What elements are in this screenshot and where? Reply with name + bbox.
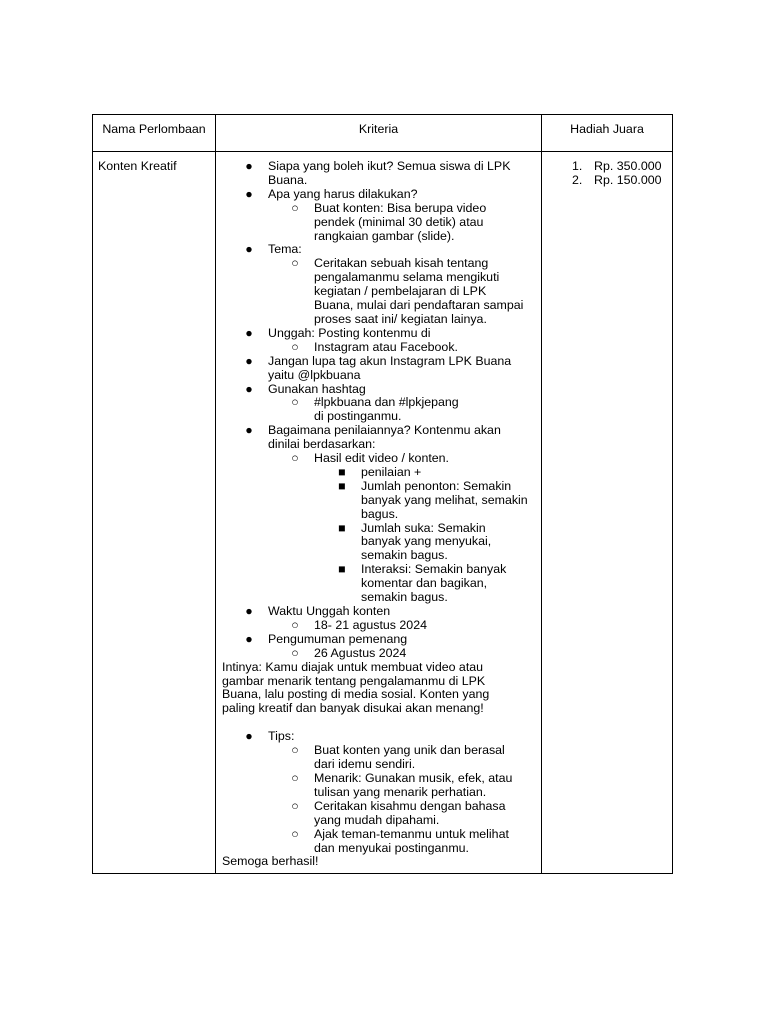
circle-bullet-icon: ○ [291,451,299,466]
criteria-line [222,661,537,675]
criteria-line [222,675,537,689]
criteria-text: #lpkbuana dan #lpkjepang [314,395,459,410]
criteria-text: Siapa yang boleh ikut? Semua siswa di LPK [268,159,511,173]
criteria-line [222,605,537,619]
criteria-text: Jumlah penonton: Semakin [361,478,512,493]
circle-bullet-icon: ○ [291,339,299,354]
header-kriteria: Kriteria [216,115,542,152]
criteria-line [222,243,537,257]
criteria-text: Interaksi: Semakin banyak [361,562,507,577]
criteria-text: Buana, mulai dari pendaftaran sampai [314,298,524,313]
criteria-text: Instagram atau Facebook. [314,339,458,354]
criteria-line [222,549,537,563]
criteria-text: yang mudah dipahami. [314,812,440,827]
criteria-text: dan menyukai postinganmu. [314,840,469,855]
table-header-row [93,115,673,152]
bullet-icon: ● [245,186,253,201]
criteria-line [222,744,537,758]
prize-amount: Rp. 150.000 [594,172,662,187]
criteria-text: dari idemu sendiri. [314,757,416,772]
circle-bullet-icon: ○ [291,617,299,632]
criteria-text: Waktu Unggah konten [268,604,391,618]
criteria-line [222,786,537,800]
criteria-line [222,424,537,438]
criteria-text: Buat konten: Bisa berupa video [314,200,487,215]
criteria-line [222,341,537,355]
criteria-cell [216,152,542,874]
competition-table [92,114,673,874]
criteria-line [222,355,537,369]
square-bullet-icon: ■ [338,464,346,479]
criteria-line [222,800,537,814]
criteria-line [222,285,537,299]
criteria-text: tulisan yang menarik perhatian. [314,784,487,799]
criteria-line [222,369,537,383]
criteria-text: Bagaimana penilaiannya? Kontenmu akan [268,423,501,438]
circle-bullet-icon: ○ [291,395,299,410]
criteria-text: Buana, lalu posting di media sosial. Konten yang [222,687,490,702]
prize-amount: Rp. 350.000 [594,159,662,173]
bullet-icon: ● [245,242,253,257]
criteria-line [222,396,537,410]
criteria-line [222,814,537,828]
criteria-line [222,174,537,188]
prize-number: 2. [572,172,583,187]
square-bullet-icon: ■ [338,562,346,577]
circle-bullet-icon: ○ [291,826,299,841]
blank-line [222,716,537,730]
criteria-text: banyak yang melihat, semakin [361,492,528,507]
criteria-text: dinilai berdasarkan: [268,437,376,452]
prize-cell [542,152,673,874]
criteria-text: Unggah: Posting kontenmu di [268,325,431,340]
bullet-icon: ● [245,159,253,173]
bullet-icon: ● [245,381,253,396]
criteria-text: semakin bagus. [361,590,448,605]
criteria-line [222,577,537,591]
criteria-text: proses saat ini/ kegiatan lainya. [314,311,487,326]
criteria-line [222,591,537,605]
criteria-line [222,327,537,341]
bullet-icon: ● [245,604,253,618]
criteria-line [222,828,537,842]
criteria-text: kegiatan / pembelajaran di LPK [314,284,487,299]
criteria-line [222,633,537,647]
criteria-text: semakin bagus. [361,548,448,563]
criteria-line [222,730,537,744]
criteria-line [222,230,537,244]
criteria-text: Ceritakan sebuah kisah tentang [314,256,489,271]
criteria-text: pengalamanmu selama mengikuti [314,270,500,285]
criteria-line [222,438,537,452]
criteria-text: paling kreatif dan banyak disukai akan menang! [222,701,484,716]
criteria-line [222,522,537,536]
criteria-line [222,383,537,397]
criteria-line [222,647,537,661]
criteria-text: 26 Agustus 2024 [314,645,407,660]
criteria-line [222,313,537,327]
criteria-line [222,480,537,494]
criteria-line [222,688,537,702]
square-bullet-icon: ■ [338,478,346,493]
criteria-text: yaitu @lpkbuana [268,367,361,382]
criteria-text: Jangan lupa tag akun Instagram LPK Buana [268,353,512,368]
criteria-text: Tips: [268,729,295,744]
bullet-icon: ● [245,423,253,438]
header-hadiah-juara: Hadiah Juara [542,115,673,152]
table-row [93,152,673,874]
criteria-line [222,271,537,285]
criteria-text: komentar dan bagikan, [361,576,488,591]
circle-bullet-icon: ○ [291,256,299,271]
criteria-text: bagus. [361,506,399,521]
bullet-icon: ● [245,729,253,744]
criteria-line [222,452,537,466]
prize-item [546,160,668,174]
criteria-line [222,855,537,869]
criteria-text: Buat konten yang unik dan berasal [314,743,505,758]
criteria-line [222,410,537,424]
criteria-line [222,188,537,202]
criteria-line [222,758,537,772]
prize-list [546,160,668,188]
criteria-text: Tema: [268,242,302,257]
criteria-text: di postinganmu. [314,409,402,424]
criteria-line [222,494,537,508]
criteria-text: Buana. [268,172,308,187]
criteria-text: Jumlah suka: Semakin [361,520,486,535]
circle-bullet-icon: ○ [291,645,299,660]
criteria-line [222,160,537,174]
criteria-text: gambar menarik tentang pengalamanmu di LPK [222,673,486,688]
bullet-icon: ● [245,353,253,368]
criteria-line [222,466,537,480]
header-nama-perlombaan: Nama Perlombaan [93,115,216,152]
criteria-text: Semoga berhasil! [222,854,319,869]
criteria-text: Ceritakan kisahmu dengan bahasa [314,798,506,813]
prize-number: 1. [572,159,583,173]
criteria-text: pendek (minimal 30 detik) atau [314,214,484,229]
criteria-text: Gunakan hashtag [268,381,366,396]
criteria-text: rangkaian gambar (slide). [314,228,455,243]
circle-bullet-icon: ○ [291,798,299,813]
criteria-line [222,257,537,271]
criteria-line [222,299,537,313]
criteria-text: Apa yang harus dilakukan? [268,186,418,201]
criteria-text: Pengumuman pemenang [268,631,408,646]
circle-bullet-icon: ○ [291,770,299,785]
circle-bullet-icon: ○ [291,743,299,758]
criteria-line [222,535,537,549]
criteria-line [222,702,537,716]
criteria-line [222,202,537,216]
criteria-line [222,508,537,522]
square-bullet-icon: ■ [338,520,346,535]
bullet-icon: ● [245,325,253,340]
criteria-line [222,563,537,577]
competition-name: Konten Kreatif [93,152,216,874]
bullet-icon: ● [245,631,253,646]
criteria-line [222,619,537,633]
criteria-line [222,842,537,856]
criteria-text: Menarik: Gunakan musik, efek, atau [314,770,513,785]
circle-bullet-icon: ○ [291,200,299,215]
criteria-text: 18- 21 agustus 2024 [314,617,427,632]
criteria-line [222,216,537,230]
prize-item [546,174,668,188]
criteria-line [222,772,537,786]
criteria-list [222,160,537,869]
criteria-text: Ajak teman-temanmu untuk melihat [314,826,509,841]
criteria-text: Intinya: Kamu diajak untuk membuat video atau [222,659,484,674]
criteria-text: penilaian + [361,464,422,479]
criteria-text: banyak yang menyukai, [361,534,492,549]
criteria-text: Hasil edit video / konten. [314,451,449,466]
